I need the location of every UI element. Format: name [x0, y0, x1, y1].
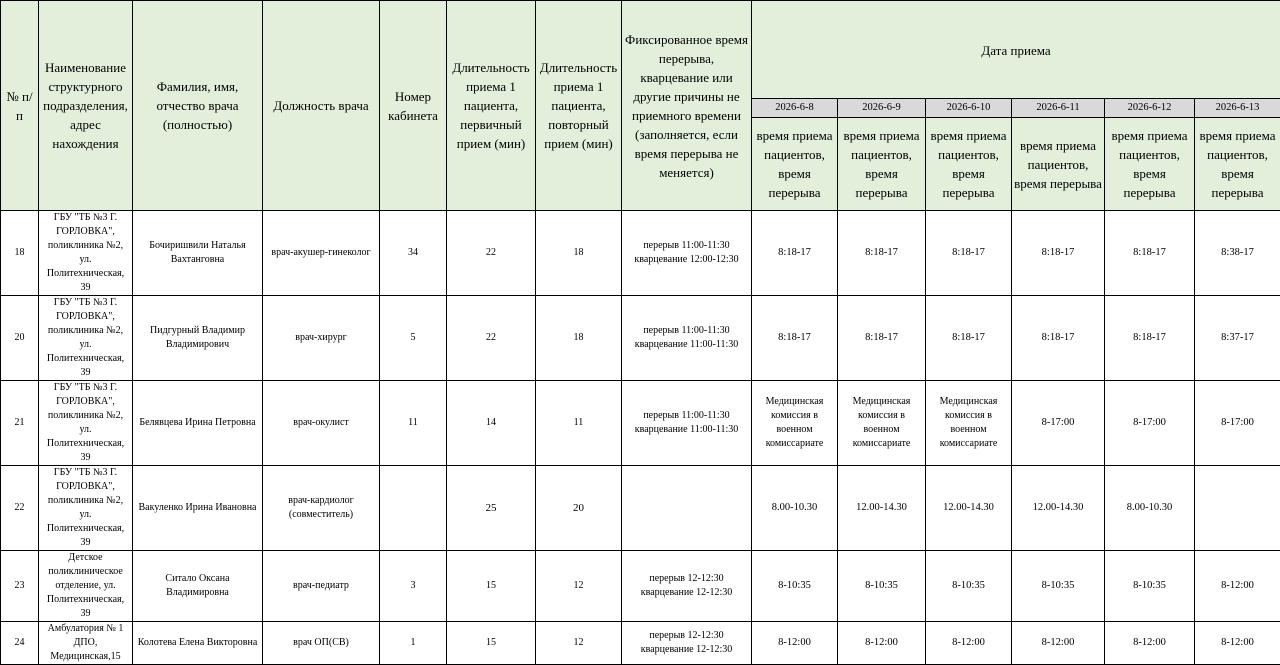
cell-position: врач ОП(СВ): [263, 622, 380, 665]
cell-doctor-name: Бочиришвили Наталья Вахтанговна: [133, 211, 263, 296]
header-doctor-name: Фамилия, имя, отчество врача (полностью): [133, 1, 263, 211]
cell-cabinet: 3: [380, 551, 447, 622]
header-date-2: 2026-6-9: [838, 99, 926, 118]
header-date-sub-1: время приема пациентов, время перерыва: [752, 118, 838, 211]
cell-day-6: 8-12:00: [1195, 551, 1280, 622]
cell-day-5: 8-10:35: [1105, 551, 1195, 622]
cell-break: перерыв 11:00-11:30 кварцевание 12:00-12:30: [622, 211, 752, 296]
header-date-group: Дата приема: [752, 1, 1280, 99]
cell-duration-repeat: 18: [536, 296, 622, 381]
header-date-sub-2: время приема пациентов, время перерыва: [838, 118, 926, 211]
cell-day-2: 8:18-17: [838, 211, 926, 296]
header-date-5: 2026-6-12: [1105, 99, 1195, 118]
cell-doctor-name: Белявцева Ирина Петровна: [133, 381, 263, 466]
cell-day-1: Медицинская комиссия в военном комиссариате: [752, 381, 838, 466]
header-num: № п/п: [1, 1, 39, 211]
cell-break: перерыв 11:00-11:30 кварцевание 11:00-11:30: [622, 296, 752, 381]
cell-day-5: 8.00-10.30: [1105, 466, 1195, 551]
header-date-sub-3: время приема пациентов, время перерыва: [926, 118, 1012, 211]
cell-duration-repeat: 11: [536, 381, 622, 466]
cell-duration-primary: 15: [447, 622, 536, 665]
cell-cabinet: [380, 466, 447, 551]
cell-num: 22: [1, 466, 39, 551]
header-cabinet: Номер кабинета: [380, 1, 447, 211]
cell-day-4: 12.00-14.30: [1012, 466, 1105, 551]
cell-day-1: 8-12:00: [752, 622, 838, 665]
cell-day-4: 8-17:00: [1012, 381, 1105, 466]
cell-day-6: 8:38-17: [1195, 211, 1280, 296]
cell-duration-primary: 22: [447, 296, 536, 381]
cell-day-2: 12.00-14.30: [838, 466, 926, 551]
header-date-1: 2026-6-8: [752, 99, 838, 118]
table-row: [1, 381, 1280, 466]
cell-break: [622, 466, 752, 551]
cell-department: ГБУ "ТБ №3 Г. ГОРЛОВКА", поликлиника №2, ул. Политехническая, 39: [39, 211, 133, 296]
cell-department: Амбулатория № 1 ДПО, Медицинская,15: [39, 622, 133, 665]
cell-day-4: 8:18-17: [1012, 211, 1105, 296]
cell-day-4: 8-12:00: [1012, 622, 1105, 665]
cell-department: ГБУ "ТБ №3 Г. ГОРЛОВКА", поликлиника №2, ул. Политехническая, 39: [39, 466, 133, 551]
cell-day-1: 8-10:35: [752, 551, 838, 622]
cell-position: врач-окулист: [263, 381, 380, 466]
cell-day-6: 8-12:00: [1195, 622, 1280, 665]
cell-duration-primary: 25: [447, 466, 536, 551]
cell-cabinet: 11: [380, 381, 447, 466]
cell-department: ГБУ "ТБ №3 Г. ГОРЛОВКА", поликлиника №2, ул. Политехническая, 39: [39, 296, 133, 381]
table-row: [1, 296, 1280, 381]
cell-day-6: [1195, 466, 1280, 551]
cell-day-3: 8:18-17: [926, 211, 1012, 296]
cell-duration-repeat: 18: [536, 211, 622, 296]
cell-position: врач-педиатр: [263, 551, 380, 622]
table-row: [1, 622, 1280, 665]
header-date-sub-6: время приема пациентов, время перерыва: [1195, 118, 1280, 211]
cell-day-2: 8-10:35: [838, 551, 926, 622]
cell-doctor-name: Колотева Елена Викторовна: [133, 622, 263, 665]
cell-day-4: 8:18-17: [1012, 296, 1105, 381]
table-row: [1, 211, 1280, 296]
cell-day-3: Медицинская комиссия в военном комиссариате: [926, 381, 1012, 466]
header-position: Должность врача: [263, 1, 380, 211]
cell-doctor-name: Ситало Оксана Владимировна: [133, 551, 263, 622]
cell-department: ГБУ "ТБ №3 Г. ГОРЛОВКА", поликлиника №2, ул. Политехническая, 39: [39, 381, 133, 466]
cell-doctor-name: Вакуленко Ирина Ивановна: [133, 466, 263, 551]
header-date-4: 2026-6-11: [1012, 99, 1105, 118]
cell-day-3: 12.00-14.30: [926, 466, 1012, 551]
cell-num: 20: [1, 296, 39, 381]
cell-doctor-name: Пидгурный Владимир Владимирович: [133, 296, 263, 381]
cell-day-1: 8:18-17: [752, 211, 838, 296]
cell-day-2: 8:18-17: [838, 296, 926, 381]
table-row: [1, 466, 1280, 551]
cell-duration-repeat: 12: [536, 551, 622, 622]
cell-day-3: 8-12:00: [926, 622, 1012, 665]
cell-department: Детское поликлиническое отделение, ул. Политехническая, 39: [39, 551, 133, 622]
header-break: Фиксированное время перерыва, кварцевание или другие причины не приемного времени (заполняется, если время перерыва не меняется): [622, 1, 752, 211]
header-duration-repeat: Длительность приема 1 пациента, повторный прием (мин): [536, 1, 622, 211]
table-row: [1, 551, 1280, 622]
cell-day-5: 8:18-17: [1105, 296, 1195, 381]
cell-day-3: 8-10:35: [926, 551, 1012, 622]
cell-cabinet: 34: [380, 211, 447, 296]
cell-break: перерыв 11:00-11:30 кварцевание 11:00-11:30: [622, 381, 752, 466]
cell-cabinet: 5: [380, 296, 447, 381]
cell-day-6: 8-17:00: [1195, 381, 1280, 466]
cell-num: 23: [1, 551, 39, 622]
cell-duration-primary: 14: [447, 381, 536, 466]
cell-break: перерыв 12-12:30 кварцевание 12-12:30: [622, 551, 752, 622]
cell-cabinet: 1: [380, 622, 447, 665]
header-date-sub-5: время приема пациентов, время перерыва: [1105, 118, 1195, 211]
cell-day-5: 8-17:00: [1105, 381, 1195, 466]
header-date-6: 2026-6-13: [1195, 99, 1280, 118]
header-date-sub-4: время приема пациентов, время перерыва: [1012, 118, 1105, 211]
cell-position: врач-акушер-гинеколог: [263, 211, 380, 296]
cell-position: врач-хирург: [263, 296, 380, 381]
cell-day-2: 8-12:00: [838, 622, 926, 665]
header-date-3: 2026-6-10: [926, 99, 1012, 118]
header-department: Наименование структурного подразделения, адрес нахождения: [39, 1, 133, 211]
cell-break: перерыв 12-12:30 кварцевание 12-12:30: [622, 622, 752, 665]
cell-day-1: 8:18-17: [752, 296, 838, 381]
cell-duration-primary: 22: [447, 211, 536, 296]
cell-day-5: 8-12:00: [1105, 622, 1195, 665]
cell-day-2: Медицинская комиссия в военном комиссариате: [838, 381, 926, 466]
cell-num: 18: [1, 211, 39, 296]
cell-duration-repeat: 12: [536, 622, 622, 665]
cell-day-5: 8:18-17: [1105, 211, 1195, 296]
header-duration-primary: Длительность приема 1 пациента, первичный прием (мин): [447, 1, 536, 211]
cell-day-6: 8:37-17: [1195, 296, 1280, 381]
cell-duration-repeat: 20: [536, 466, 622, 551]
cell-position: врач-кардиолог (совместитель): [263, 466, 380, 551]
cell-day-1: 8.00-10.30: [752, 466, 838, 551]
cell-day-4: 8-10:35: [1012, 551, 1105, 622]
cell-duration-primary: 15: [447, 551, 536, 622]
cell-day-3: 8:18-17: [926, 296, 1012, 381]
cell-num: 21: [1, 381, 39, 466]
cell-num: 24: [1, 622, 39, 665]
